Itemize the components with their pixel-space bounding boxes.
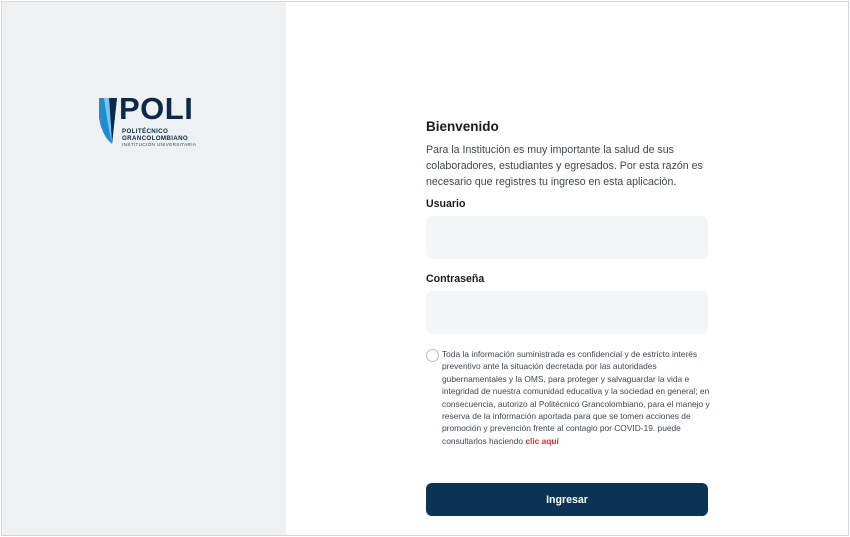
left-panel: [2, 2, 286, 535]
password-input[interactable]: [426, 291, 708, 334]
consent-radio[interactable]: [426, 349, 439, 362]
login-window: [1, 1, 849, 536]
poli-logo-mark-icon: [97, 96, 119, 146]
username-label: Usuario: [426, 198, 466, 210]
logo-wordmark: POLI: [119, 91, 194, 126]
consent-text: [442, 348, 714, 447]
consent-body: Toda la información suministrada es confidencial y de estricto interés preventivo ante la situación decretada por las autoridades gubernamentales y la OMS, para proteger y salvaguardar la vida e integridad de nuestra comunidad educativa y la sociedad en general; en consecuencia, autorizo al Politécnico Grancolombiano, para el manejo y reserva de la información aportada para que se tomen acciones de promoción y prevención frente al contagio por COVID-19. puede consultarlos haciendo: [442, 349, 710, 446]
submit-button[interactable]: Ingresar: [426, 483, 708, 516]
poli-logo: [97, 91, 207, 152]
page-title: Bienvenido: [426, 119, 499, 134]
password-label: Contraseña: [426, 273, 485, 285]
logo-line-1: POLITÉCNICO: [122, 128, 169, 135]
intro-text: Para la Institución es muy importante la salud de sus colaboradores, estudiantes y egresados. Por esta razón es necesario que registres tu ingreso en esta aplicación.: [426, 144, 703, 188]
logo-line-3: INSTITUCIÓN UNIVERSITARIA: [122, 142, 197, 147]
logo-line-2: GRANCOLOMBIANO: [122, 135, 189, 142]
consent-link[interactable]: clic aquí: [525, 435, 559, 446]
username-input[interactable]: [426, 216, 708, 259]
